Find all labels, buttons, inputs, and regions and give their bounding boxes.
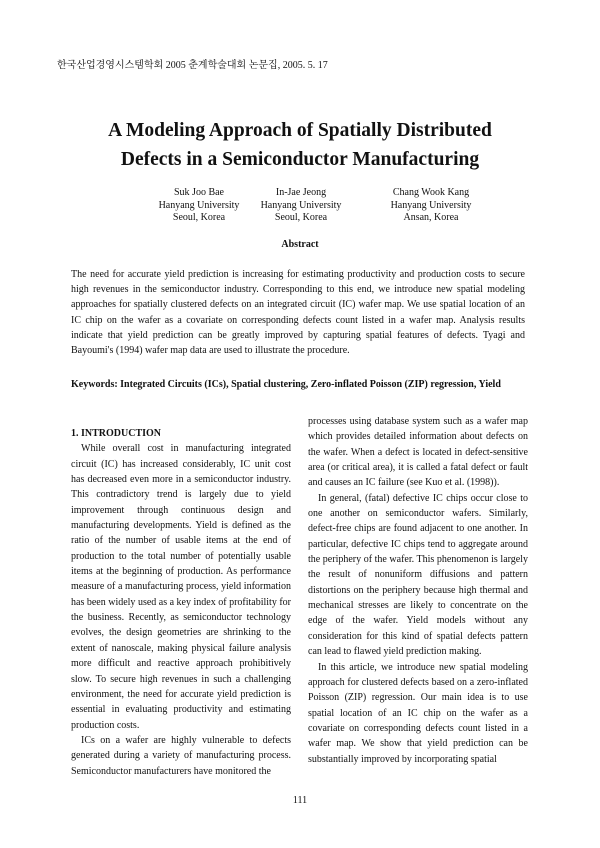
author-block: [361, 187, 501, 225]
paragraph: In general, (fatal) defective IC chips occur close to one another on semiconductor wafers. Similarly, defect-free chips are found adjacent to one another. In particular, defective IC chips tend to aggregate around the periphery of the wafer. This phenomenon is largely the result of nonuniform diffusions and pattern distortions on the periphery because high thermal and mechanical stresses are likely to concentrate on the edge of the wafer. Yield models without any consideration for this kind of spatial defects pattern can lead to flawed yield prediction making.: [308, 492, 528, 658]
keywords: Keywords: Integrated Circuits (ICs), Spatial clustering, Zero-inflated Poisson (ZIP) regression, Yield: [71, 379, 501, 390]
paragraph: ICs on a wafer are highly vulnerable to defects generated during a variety of manufacturing process. Semiconductor manufacturers have monitored the: [71, 734, 291, 777]
author-affiliation: Hanyang University: [390, 199, 472, 211]
paragraph: In this article, we introduce new spatial modeling approach for clustered defects based on a zero-inflated Poisson (ZIP) regression. Our main idea is to use spatial location of an IC chip on the wafer as a covariate on corresponding defects count listed in a wafer map. We show that yield prediction can be substantially improved by incorporating spatial: [308, 661, 528, 765]
abstract-text: The need for accurate yield prediction is increasing for estimating productivity and production costs to secure high revenues in the semiconductor industry. Corresponding to this end, we introduce new spatial modeling approaches for spatially clustered defects on an integrated circuit (IC) wafer map. We use spatial location of an IC chip on the wafer as a covariate on corresponding defects count listed in a wafer map. Analysis results indicate that yield prediction can be greatly improved by capturing spatial features of defects. Tyagi and Bayoumi's (1994) wafer map data are used to illustrate the procedure.: [71, 269, 525, 357]
title-line-2: Defects in a Semiconductor Manufacturing: [120, 149, 480, 170]
author-block: [231, 187, 371, 225]
right-column: [308, 414, 528, 767]
author-name: In-Jae Jeong: [275, 187, 327, 198]
title-line-1: A Modeling Approach of Spatially Distributed: [108, 120, 492, 141]
abstract-heading: Abstract: [281, 239, 319, 250]
left-column: [71, 414, 291, 779]
author-name: Chang Wook Kang: [392, 187, 470, 198]
page-number: 111: [292, 795, 308, 806]
author-name: Suk Joo Bae: [174, 187, 224, 198]
author-location: Seoul, Korea: [172, 212, 226, 223]
author-location: Seoul, Korea: [274, 212, 328, 223]
author-location: Ansan, Korea: [403, 212, 459, 223]
section-heading: 1. INTRODUCTION: [71, 428, 162, 439]
paragraph: processes using database system such as a wafer map which provides detailed information about defects on the wafer. When a defect is located in defect-sensitive area (or critical area), it is called a fatal defect or fault and causes an IC failure (see Kuo et al. (1998)).: [308, 416, 528, 489]
paragraph: While overall cost in manufacturing integrated circuit (IC) has increased considerably, IC unit cost has decreased even more in a semiconductor industry. This contradictory trend is largely due to yield improvement through continuous design and manufacturing developments. Yield is defined as the ratio of the number of usable items at the end of production to the total number of potentially usable items at the beginning of production. As performance measure of a manufacturing process, yield information has been widely used as a key index of profitability for the business. Recently, as semiconductor technology evolves, the design geometries are shrinking to the extent of nanoscale, making physical failure analysis more difficult and reactive approach prohibitively slow. To secure high revenues in such a challenging environment, the need for accurate yield prediction is essential in evaluating productivity and estimating production costs.: [71, 443, 291, 731]
author-affiliation: Hanyang University: [260, 199, 342, 211]
author-affiliation: Hanyang University: [158, 199, 240, 211]
paper-title: [0, 116, 600, 174]
conference-header: 한국산업경영시스템학회 2005 춘계학술대회 논문집, 2005. 5. 17: [57, 60, 328, 71]
